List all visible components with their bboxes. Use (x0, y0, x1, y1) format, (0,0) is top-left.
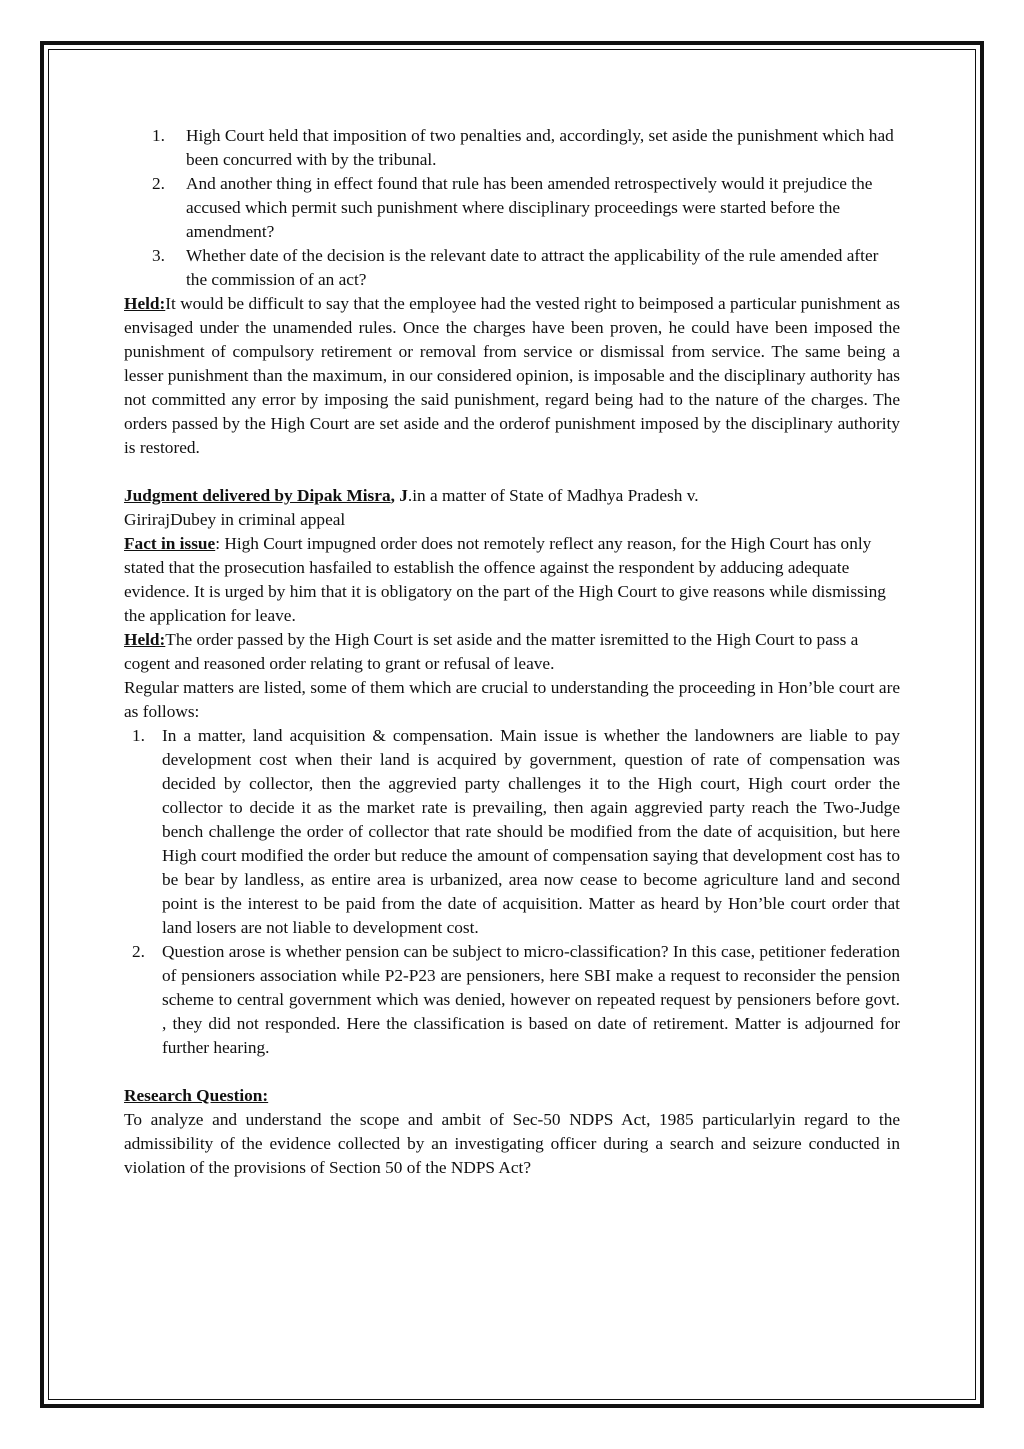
list-number: 2. (152, 174, 165, 193)
held-paragraph (124, 292, 900, 460)
list-number: 1. (152, 126, 165, 145)
list-item (124, 244, 900, 292)
list-text: High Court held that imposition of two penalties and, accordingly, set aside the punishment which had been concurred with by the tribunal. (186, 126, 894, 169)
list-text: Whether date of the decision is the relevant date to attract the applicability of the rule amended after the commission of an act? (186, 246, 879, 289)
judgment-heading-underlined: Judgment delivered by Dipak Misra (124, 486, 391, 505)
judgment-line2: GirirajDubey in criminal appeal (124, 510, 346, 529)
list-item (124, 724, 900, 940)
list-text: In a matter, land acquisition & compensation. Main issue is whether the landowners are liable to pay development cost when their land is acquired by government, question of rate of compensation was decided by collector, then the aggrevied party challenges it to the High court, High court order the collector to decide it as the market rate is prevailing, then again aggrevied party reach the Two-Judge bench challenge the order of collector that rate should be modified from the date of acquisition, but here High court modified the order but reduce the amount of compensation saying that development cost has to be bear by landless, as entire area is urbanized, area now cease to become agriculture land and second point is the interest to be paid from the date of acquisition. Matter as heard by Hon’ble court order that land losers are not liable to development cost. (162, 726, 900, 937)
held-label: Held: (124, 294, 166, 313)
list-text: Question arose is whether pension can be subject to micro-classification? In this case, petitioner federation of pensioners association while P2-P23 are pensioners, here SBI make a request to reconsider the pension scheme to central government which was denied, however on repeated request by pensioners before govt. , they did not responded. Here the classification is based on date of retirement. Matter is adjourned for further hearing. (162, 942, 900, 1057)
fact-label: Fact in issue (124, 534, 216, 553)
list-text: And another thing in effect found that rule has been amended retrospectively would it prejudice the accused which permit such punishment where disciplinary proceedings were started before the amendment? (186, 174, 873, 241)
regular-matters-intro: Regular matters are listed, some of them which are crucial to understanding the proceeding in Hon’ble court are as follows: (124, 678, 900, 721)
research-text: To analyze and understand the scope and ambit of Sec-50 NDPS Act, 1985 particularlyin regard to the admissibility of the evidence collected by an investigating officer during a search and seizure conducted in violation of the provisions of Section 50 of the NDPS Act? (124, 1110, 900, 1177)
fact-in-issue-paragraph (124, 532, 900, 628)
held-text: It would be difficult to say that the employee had the vested right to beimposed a particular punishment as envisaged under the unamended rules. Once the charges have been proven, he could have been imposed the punishment of compulsory retirement or removal from service or dismissal from service. The same being a lesser punishment than the maximum, in our considered opinion, is imposable and the disciplinary authority has not committed any error by imposing the said punishment, regard being had to the nature of the charges. The orders passed by the High Court are set aside and the orderof punishment imposed by the disciplinary authority is restored. (124, 294, 900, 457)
list-number: 1. (132, 726, 145, 745)
list-item (124, 940, 900, 1060)
list-item (124, 124, 900, 172)
issues-list (124, 124, 900, 292)
list-number: 3. (152, 246, 165, 265)
judgment-held-text: The order passed by the High Court is set aside and the matter isremitted to the High Court to pass a cogent and reasoned order relating to grant or refusal of leave. (124, 630, 859, 673)
judgment-held-label: Held: (124, 630, 166, 649)
judgment-heading-rest: .in a matter of State of Madhya Pradesh v. (407, 486, 699, 505)
judgment-heading-bold: , J (390, 486, 408, 505)
judgment-held-paragraph (124, 628, 900, 676)
document-body (124, 124, 900, 1180)
matters-list (124, 724, 900, 1060)
judgment-heading (124, 484, 900, 508)
fact-text: : High Court impugned order does not remotely reflect any reason, for the High Court has only stated that the prosecution hasfailed to establish the offence against the respondent by adducing adequate evidence. It is urged by him that it is obligatory on the part of the High Court to give reasons while dismissing the application for leave. (124, 534, 886, 625)
list-number: 2. (132, 942, 145, 961)
research-heading: Research Question: (124, 1086, 269, 1105)
list-item (124, 172, 900, 244)
